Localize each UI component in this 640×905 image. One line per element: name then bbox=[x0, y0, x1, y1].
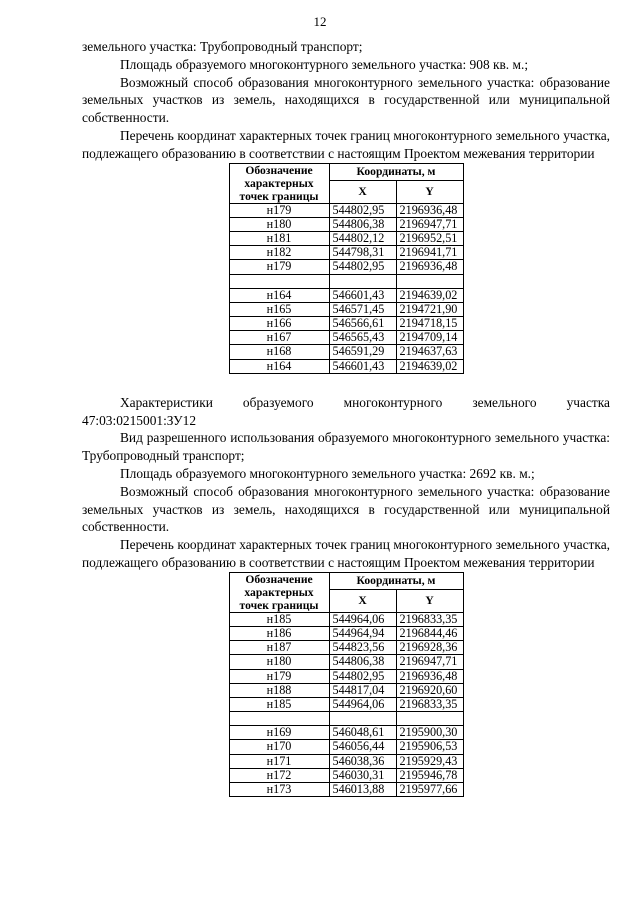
table-body bbox=[229, 203, 463, 373]
point-cell: н173 bbox=[229, 783, 329, 797]
x-cell: 546038,36 bbox=[329, 754, 396, 768]
point-cell: н179 bbox=[229, 260, 329, 274]
table-row bbox=[229, 740, 463, 754]
x-cell: 546601,43 bbox=[329, 359, 396, 373]
y-cell: 2196928,36 bbox=[396, 641, 463, 655]
point-cell: н171 bbox=[229, 754, 329, 768]
header-coordinates: Координаты, м bbox=[329, 572, 463, 589]
point-cell: н168 bbox=[229, 345, 329, 359]
table-row bbox=[229, 302, 463, 316]
y-cell: 2194721,90 bbox=[396, 302, 463, 316]
table-row bbox=[229, 626, 463, 640]
point-cell: н188 bbox=[229, 683, 329, 697]
x-cell: 546030,31 bbox=[329, 768, 396, 782]
y-cell: 2196920,60 bbox=[396, 683, 463, 697]
x-cell: 544798,31 bbox=[329, 246, 396, 260]
table-row bbox=[229, 345, 463, 359]
y-cell: 2196833,35 bbox=[396, 698, 463, 712]
table-row bbox=[229, 669, 463, 683]
y-cell: 2194639,02 bbox=[396, 288, 463, 302]
y-cell: 2194637,63 bbox=[396, 345, 463, 359]
header-point-designation: Обозначение характерных точек границы bbox=[229, 572, 329, 612]
y-cell: 2194709,14 bbox=[396, 331, 463, 345]
paragraph-formation-method: Возможный способ образования многоконтурного земельного участка: образование земельных участков из земель, находящихся в государственной или муниципальной собственности. bbox=[82, 74, 610, 126]
point-cell: н164 bbox=[229, 359, 329, 373]
y-cell: 2196936,48 bbox=[396, 203, 463, 217]
empty-cell bbox=[229, 712, 329, 726]
x-cell: 546013,88 bbox=[329, 783, 396, 797]
empty-cell bbox=[396, 274, 463, 288]
y-cell: 2195900,30 bbox=[396, 726, 463, 740]
x-cell: 546056,44 bbox=[329, 740, 396, 754]
table-row bbox=[229, 260, 463, 274]
x-cell: 544802,12 bbox=[329, 231, 396, 245]
x-cell: 546601,43 bbox=[329, 288, 396, 302]
point-cell: н172 bbox=[229, 768, 329, 782]
point-cell: н167 bbox=[229, 331, 329, 345]
y-cell: 2196952,51 bbox=[396, 231, 463, 245]
coordinates-table-1 bbox=[229, 163, 464, 374]
paragraph-permitted-use: Вид разрешенного использования образуемого многоконтурного земельного участка: Трубопроводный транспорт; bbox=[82, 430, 610, 464]
y-cell: 2196844,46 bbox=[396, 626, 463, 640]
empty-cell bbox=[229, 274, 329, 288]
paragraph-coordinates-list-intro: Перечень координат характерных точек границ многоконтурного земельного участка, подлежащего образованию в соответствии с настоящим Проектом межевания территории bbox=[82, 537, 610, 570]
empty-cell bbox=[396, 712, 463, 726]
table-row bbox=[229, 359, 463, 373]
empty-cell bbox=[329, 274, 396, 288]
point-cell: н180 bbox=[229, 217, 329, 231]
x-cell: 544802,95 bbox=[329, 203, 396, 217]
x-cell: 546566,61 bbox=[329, 317, 396, 331]
point-cell: н181 bbox=[229, 231, 329, 245]
table-row bbox=[229, 331, 463, 345]
x-cell: 546565,43 bbox=[329, 331, 396, 345]
paragraph-area: Площадь образуемого многоконтурного земельного участка: 908 кв. м.; bbox=[120, 56, 529, 72]
x-cell: 544802,95 bbox=[329, 669, 396, 683]
point-cell: н169 bbox=[229, 726, 329, 740]
table-row bbox=[229, 783, 463, 797]
x-cell: 544964,06 bbox=[329, 698, 396, 712]
y-cell: 2196941,71 bbox=[396, 246, 463, 260]
table-row bbox=[229, 698, 463, 712]
x-cell: 544806,38 bbox=[329, 217, 396, 231]
header-coordinates: Координаты, м bbox=[329, 163, 463, 180]
table-row bbox=[229, 655, 463, 669]
table-row bbox=[229, 768, 463, 782]
x-cell: 544806,38 bbox=[329, 655, 396, 669]
paragraph-area: Площадь образуемого многоконтурного земельного участка: 2692 кв. м.; bbox=[120, 466, 535, 481]
header-x: X bbox=[329, 180, 396, 203]
y-cell: 2196833,35 bbox=[396, 612, 463, 626]
table-row bbox=[229, 641, 463, 655]
point-cell: н164 bbox=[229, 288, 329, 302]
x-cell: 544964,94 bbox=[329, 626, 396, 640]
x-cell: 546048,61 bbox=[329, 726, 396, 740]
table-row bbox=[229, 203, 463, 217]
table-separator-row bbox=[229, 712, 463, 726]
point-cell: н186 bbox=[229, 626, 329, 640]
header-y: Y bbox=[396, 180, 463, 203]
x-cell: 546591,29 bbox=[329, 345, 396, 359]
table-row bbox=[229, 754, 463, 768]
document-body bbox=[82, 38, 610, 797]
paragraph-permitted-use-continuation: земельного участка: Трубопроводный транспорт; bbox=[82, 39, 363, 54]
x-cell: 546571,45 bbox=[329, 302, 396, 316]
y-cell: 2195946,78 bbox=[396, 768, 463, 782]
point-cell: н185 bbox=[229, 612, 329, 626]
table-row bbox=[229, 612, 463, 626]
header-point-designation: Обозначение характерных точек границы bbox=[229, 163, 329, 203]
point-cell: н166 bbox=[229, 317, 329, 331]
point-cell: н185 bbox=[229, 698, 329, 712]
paragraph-coordinates-list-intro: Перечень координат характерных точек границ многоконтурного земельного участка, подлежащего образованию в соответствии с настоящим Проектом межевания территории bbox=[82, 127, 610, 161]
x-cell: 544817,04 bbox=[329, 683, 396, 697]
x-cell: 544823,56 bbox=[329, 641, 396, 655]
coordinates-table-2 bbox=[229, 572, 464, 797]
y-cell: 2196947,71 bbox=[396, 655, 463, 669]
paragraph-plot-characteristics: Характеристики образуемого многоконтурного земельного участка 47:03:0215001:ЗУ12 bbox=[82, 394, 610, 428]
header-y: Y bbox=[396, 589, 463, 612]
y-cell: 2195929,43 bbox=[396, 754, 463, 768]
table-row bbox=[229, 683, 463, 697]
point-cell: н182 bbox=[229, 246, 329, 260]
table-row bbox=[229, 288, 463, 302]
table-row bbox=[229, 217, 463, 231]
y-cell: 2196936,48 bbox=[396, 669, 463, 683]
point-cell: н179 bbox=[229, 669, 329, 683]
y-cell: 2196947,71 bbox=[396, 217, 463, 231]
y-cell: 2195977,66 bbox=[396, 783, 463, 797]
y-cell: 2195906,53 bbox=[396, 740, 463, 754]
y-cell: 2196936,48 bbox=[396, 260, 463, 274]
point-cell: н179 bbox=[229, 203, 329, 217]
y-cell: 2194718,15 bbox=[396, 317, 463, 331]
point-cell: н170 bbox=[229, 740, 329, 754]
paragraph-formation-method: Возможный способ образования многоконтурного земельного участка: образование земельных участков из земель, находящихся в государственной или муниципальной собственности. bbox=[82, 483, 610, 535]
table-row bbox=[229, 246, 463, 260]
table-row bbox=[229, 726, 463, 740]
point-cell: н180 bbox=[229, 655, 329, 669]
table-separator-row bbox=[229, 274, 463, 288]
x-cell: 544964,06 bbox=[329, 612, 396, 626]
table-body bbox=[229, 612, 463, 796]
page-number: 12 bbox=[313, 14, 327, 29]
table-row bbox=[229, 317, 463, 331]
point-cell: н165 bbox=[229, 302, 329, 316]
header-x: X bbox=[329, 589, 396, 612]
table-row bbox=[229, 231, 463, 245]
x-cell: 544802,95 bbox=[329, 260, 396, 274]
point-cell: н187 bbox=[229, 641, 329, 655]
empty-cell bbox=[329, 712, 396, 726]
y-cell: 2194639,02 bbox=[396, 359, 463, 373]
